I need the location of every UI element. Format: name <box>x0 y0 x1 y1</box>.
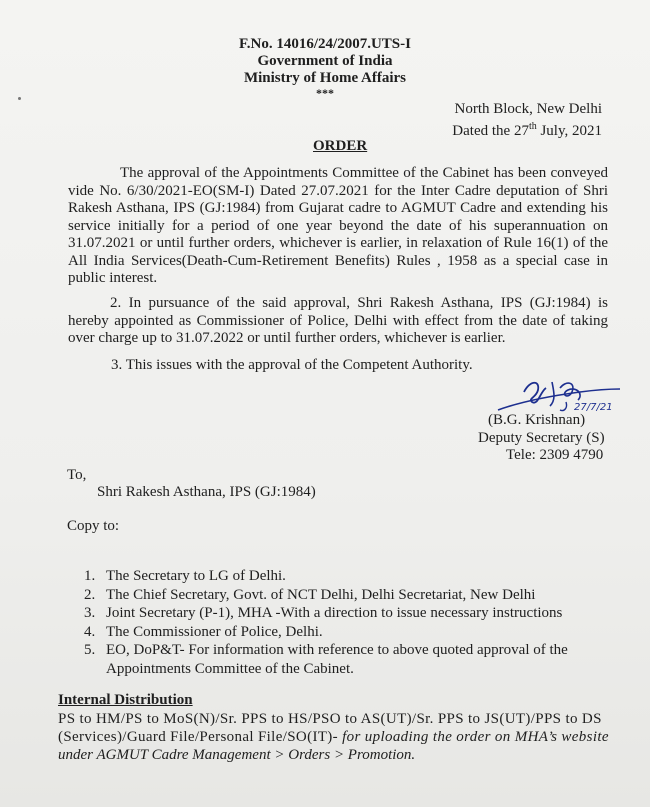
stars-separator: *** <box>316 86 334 100</box>
internal-line-2-italic: for uploading the order on MHA’s website <box>342 729 609 745</box>
list-item: 1. The Secretary to LG of Delhi. <box>84 568 286 584</box>
signature-date: 27/7/21 <box>574 402 613 413</box>
internal-line-2 <box>58 729 609 747</box>
file-number: F.No. 14016/24/2007.UTS-I <box>239 36 411 52</box>
paragraph-1: The approval of the Appointments Committee of the Cabinet has been conveyed vide No. 6/30/2021-EO(SM-I) Dated 27.07.2021 for the Inter Cadre deputation of Shri Rakesh Asthana, IPS (GJ:1984) from Gujarat cadre to AGMUT Cadre and extending his service initially for a period of one year beyond the date of his superannuation on 31.07.2021 or until further orders, whichever is earlier, in relaxation of Rule 16(1) of the All India Services(Death-Cum-Retirement Benefits) Rules , 1958 as a special case in public interest. <box>68 165 608 286</box>
paragraph-2: 2. In pursuance of the said approval, Shri Rakesh Asthana, IPS (GJ:1984) is hereby appointed as Commissioner of Police, Delhi with effect from the date of taking over charge up to 31.07.2022 or until further orders, whichever is earlier. <box>68 295 608 346</box>
list-item: 3. Joint Secretary (P-1), MHA -With a direction to issue necessary instructions <box>84 605 563 621</box>
ministry-line: Ministry of Home Affairs <box>243 70 407 86</box>
list-item: 2. The Chief Secretary, Govt. of NCT Delhi, Delhi Secretariat, New Delhi <box>84 586 536 603</box>
date-sup: th <box>528 121 537 132</box>
signatory-phone: Tele: 2309 4790 <box>506 447 604 463</box>
internal-line-1: PS to HM/PS to MoS(N)/Sr. PPS to HS/PSO to AS(UT)/Sr. PPS to JS(UT)/PPS to DS <box>58 711 602 727</box>
copy-to-list <box>84 567 568 678</box>
addressee: Shri Rakesh Asthana, IPS (GJ:1984) <box>97 484 316 500</box>
signatory-name: (B.G. Krishnan) <box>488 412 586 428</box>
internal-line-3: under AGMUT Cadre Management > Orders > Promotion. <box>58 747 416 763</box>
copy-to-label: Copy to: <box>67 518 120 534</box>
internal-line-2-text: (Services)/Guard File/Personal File/SO(IT)- <box>58 729 343 745</box>
date-line <box>452 118 602 141</box>
signatory-designation: Deputy Secretary (S) <box>478 430 605 446</box>
place-location: North Block, New Delhi <box>454 101 602 117</box>
list-item-continuation: Appointments Committee of the Cabinet. <box>106 660 354 677</box>
list-item: 4. The Commissioner of Police, Delhi. <box>84 623 323 640</box>
government-line: Government of India <box>257 53 393 69</box>
to-label: To, <box>67 467 87 483</box>
date-suffix: July, 2021 <box>536 123 602 139</box>
paragraph-3: 3. This issues with the approval of the Competent Authority. <box>111 357 473 373</box>
order-title: ORDER <box>313 138 368 154</box>
internal-distribution-title: Internal Distribution <box>58 692 193 708</box>
date-prefix: Dated the 27 <box>452 123 529 139</box>
list-item: 5. EO, DoP&T- For information with reference to above quoted approval of the <box>84 642 568 658</box>
